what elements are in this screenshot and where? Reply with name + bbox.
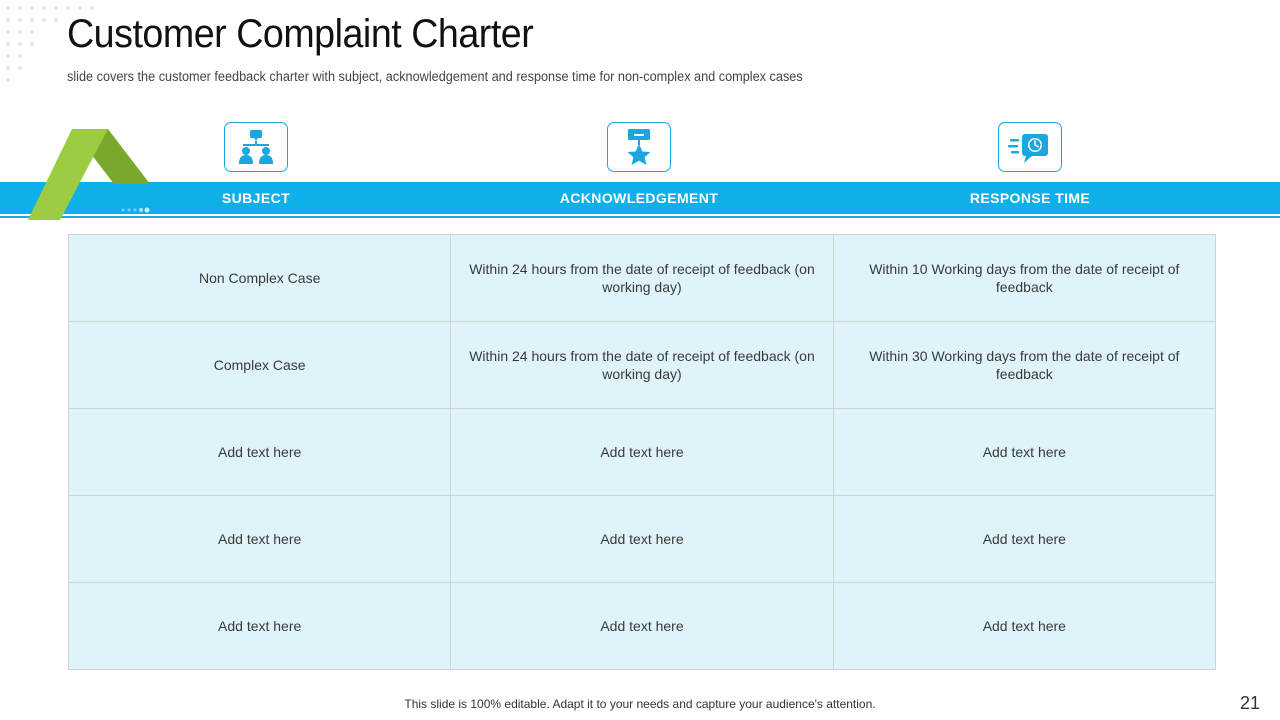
column-header-response-time: RESPONSE TIME xyxy=(969,190,1091,206)
table-cell-response-time: Add text here xyxy=(833,496,1215,583)
response-time-icon-box xyxy=(998,122,1062,172)
table-cell-subject: Add text here xyxy=(69,496,451,583)
subject-icon-box xyxy=(224,122,288,172)
table-cell-subject: Complex Case xyxy=(69,322,451,409)
table-row xyxy=(69,496,1216,583)
table-cell-subject: Add text here xyxy=(69,583,451,670)
page-title: Customer Complaint Charter xyxy=(67,12,534,56)
page-subtitle: slide covers the customer feedback charter with subject, acknowledgement and response time for non-complex and complex cases xyxy=(67,69,803,84)
table-cell-acknowledgement: Add text here xyxy=(451,409,833,496)
table-cell-subject: Add text here xyxy=(69,409,451,496)
header-banner-underline xyxy=(0,216,1280,218)
table-cell-acknowledgement: Add text here xyxy=(451,496,833,583)
table-cell-response-time: Within 10 Working days from the date of receipt of feedback xyxy=(833,235,1215,322)
column-header-acknowledgement: ACKNOWLEDGEMENT xyxy=(559,190,719,206)
acknowledgement-icon-box xyxy=(607,122,671,172)
column-header-subject: SUBJECT xyxy=(221,190,291,206)
table-cell-response-time: Within 30 Working days from the date of receipt of feedback xyxy=(833,322,1215,409)
table-row xyxy=(69,409,1216,496)
team-hierarchy-icon xyxy=(236,130,276,164)
table-cell-acknowledgement: Within 24 hours from the date of receipt of feedback (on working day) xyxy=(451,322,833,409)
table-row xyxy=(69,583,1216,670)
table-cell-response-time: Add text here xyxy=(833,583,1215,670)
fast-response-clock-icon xyxy=(1008,130,1052,164)
table-cell-acknowledgement: Add text here xyxy=(451,583,833,670)
table-row xyxy=(69,235,1216,322)
table-row xyxy=(69,322,1216,409)
charter-table xyxy=(68,234,1216,670)
table-cell-subject: Non Complex Case xyxy=(69,235,451,322)
award-star-icon xyxy=(622,129,656,165)
footer-note: This slide is 100% editable. Adapt it to your needs and capture your audience's attention. xyxy=(404,697,876,711)
table-cell-acknowledgement: Within 24 hours from the date of receipt of feedback (on working day) xyxy=(451,235,833,322)
table-cell-response-time: Add text here xyxy=(833,409,1215,496)
page-number: 21 xyxy=(1239,693,1260,713)
